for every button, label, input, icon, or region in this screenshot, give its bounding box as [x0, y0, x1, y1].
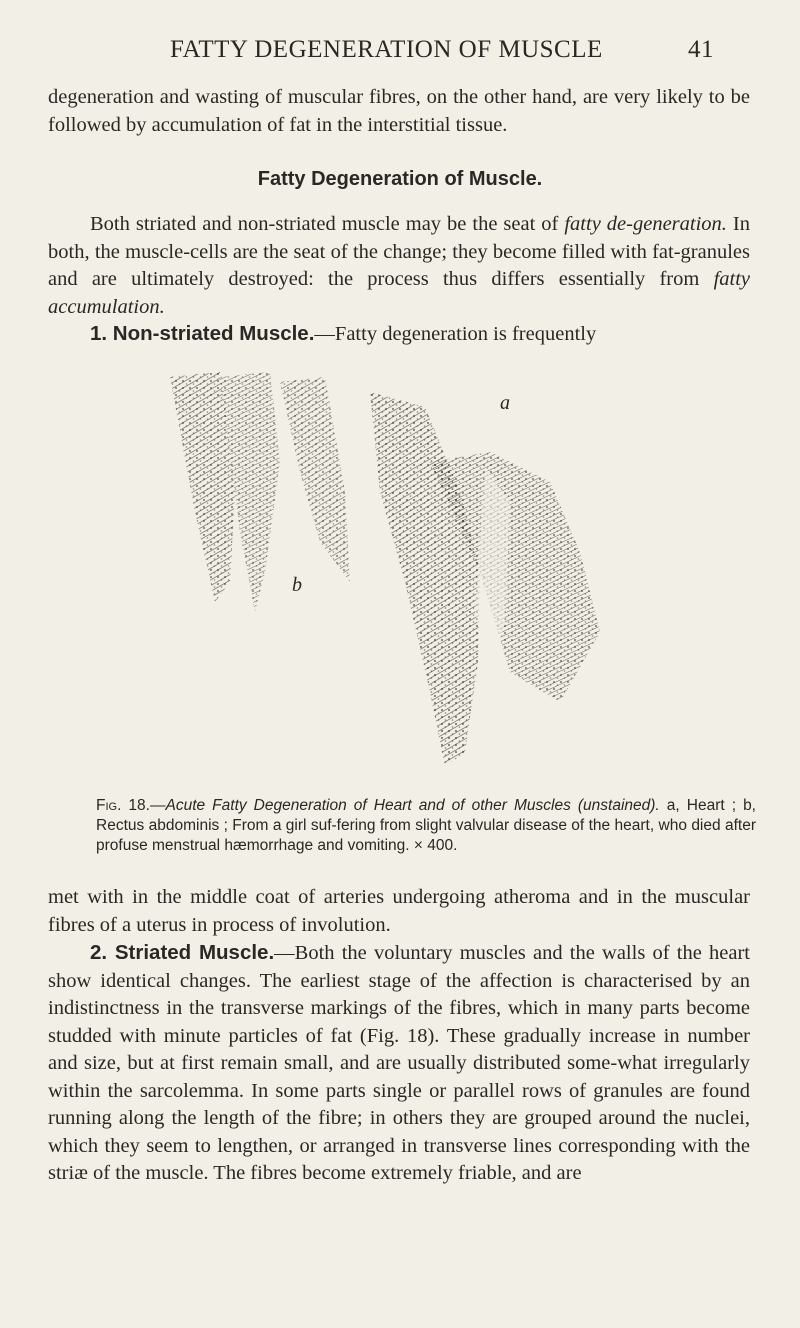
fibre-b-group — [170, 372, 350, 612]
subsection-1-text: —Fatty degeneration is frequently — [314, 323, 597, 345]
subsection-2-text: —Both the voluntary muscles and the walls of the heart show identical changes. The earliest stage of the affection is characterised by an indistinctness in the transverse markings of the fibres, which in many parts become studded with minute particles of fat (Fig. 18). These gradually increase in number and size, but at first remain small, and are usually distributed some-what irregularly within the sarcolemma. In some parts single or parallel rows of granules are found running along the length of the fibre; in others they are grouped around the nuclei, which they seem to lengthen, or arranged in transverse lines corresponding with the striæ of the muscle. The fibres become extremely friable, and are — [48, 942, 750, 1184]
section-heading: Fatty Degeneration of Muscle. — [257, 168, 543, 190]
intro-paragraph: degeneration and wasting of muscular fibres, on the other hand, are very likely to be followed by accumulation of fat in the interstitial tissue. — [48, 86, 750, 136]
section-italic-1: fatty de-generation. — [564, 213, 727, 235]
figure-label-b: b — [292, 574, 302, 596]
section-text-2: In both, the muscle-cells are the seat of the change; they become filled with fat-granules and are ultimately destroyed: the process thus differs essentially from — [48, 213, 750, 290]
section-italic-2: fatty accumulation. — [48, 268, 750, 318]
figure-caption — [96, 796, 756, 856]
fibre-a-group — [370, 392, 600, 767]
subsection-1-label: 1. Non-striated Muscle. — [90, 322, 315, 345]
running-head-title: FATTY DEGENERATION OF MUSCLE — [170, 36, 603, 63]
subsection-2-paragraph — [48, 939, 750, 1188]
subsection-1-continued: met with in the middle coat of arteries undergoing atheroma and in the muscular fibres of a uterus in process of involution. — [48, 886, 750, 936]
figure-label-a: a — [500, 392, 510, 414]
subsection-1-intro — [48, 320, 750, 349]
caption-text: a, Heart ; b, Rectus abdominis ; From a girl suf-fering from slight valvular disease of the heart, who died after profuse menstrual hæmorrhage and vomiting. × 400. — [96, 797, 756, 854]
caption-title: —Acute Fatty Degeneration of Heart and of other Muscles (unstained). — [149, 797, 660, 814]
caption-fig-number: Fig. 18. — [96, 797, 150, 814]
section-paragraph — [48, 211, 750, 321]
section-text-1: Both striated and non-striated muscle may be the seat of — [90, 213, 565, 235]
muscle-micrograph-figure — [160, 372, 620, 792]
running-head — [0, 36, 800, 66]
subsection-2-label: 2. Striated Muscle. — [90, 941, 275, 964]
page-number: 41 — [688, 36, 714, 63]
